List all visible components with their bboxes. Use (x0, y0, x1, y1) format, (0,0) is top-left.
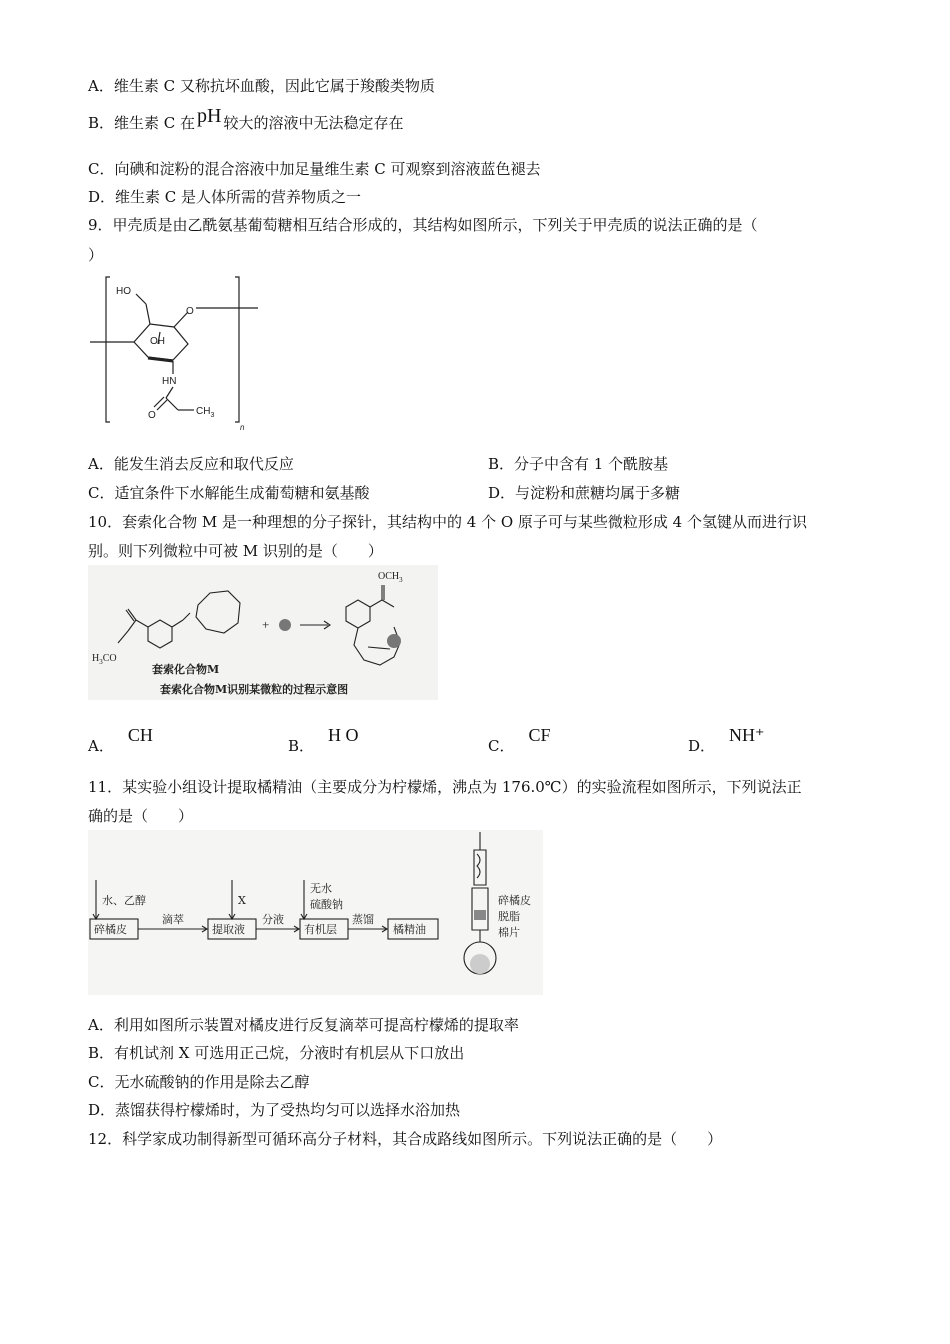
lasso-compound-figure (88, 565, 438, 700)
q9-stem-end: ） (88, 246, 104, 264)
fig-label-m: 套索化合物M (152, 663, 220, 676)
fig-n-label: n (240, 423, 245, 432)
q11-option-b: B．有机试剂 X 可选用正己烷，分液时有机层从下口放出 (88, 1044, 465, 1062)
q10-option-a-formula: CH (127, 725, 153, 745)
extraction-flow-figure (88, 830, 543, 995)
flow-box-4: 橘精油 (393, 923, 426, 936)
q11-option-c: C．无水硫酸钠的作用是除去乙醇 (88, 1073, 310, 1091)
fig-och3-top: $OCH_3$ (378, 571, 403, 584)
q12-stem: 12．科学家成功制得新型可循环高分子材料，其合成路线如图所示。下列说法正确的是（ ） (88, 1130, 723, 1148)
q11-stem-line2: 确的是（ ） (88, 807, 194, 825)
q10-option-b: B．H O (288, 725, 359, 755)
q8-option-a: A．维生素 C 又称抗坏血酸，因此它属于羧酸类物质 (88, 77, 435, 95)
q10-option-c: C．CF (488, 725, 551, 755)
flow-input-1: 水、乙醇 (102, 894, 146, 907)
fig-caption: 套索化合物M识别某微粒的过程示意图 (160, 683, 349, 696)
q8-option-b-pre: B．维生素 C 在 (88, 114, 196, 132)
apparatus-label-3: 棉片 (498, 926, 520, 939)
ph-symbol: pH (197, 105, 222, 127)
q8-option-c: C．向碘和淀粉的混合溶液中加足量维生素 C 可观察到溶液蓝色褪去 (88, 160, 541, 178)
q11-option-d: D．蒸馏获得柠檬烯时，为了受热均匀可以选择水浴加热 (88, 1101, 461, 1119)
fig-ch3-label: $CH_3$ (196, 406, 215, 419)
q11-option-a: A．利用如图所示装置对橘皮进行反复滴萃可提高柠檬烯的提取率 (88, 1016, 519, 1034)
q9-option-b: B．分子中含有 1 个酰胺基 (488, 455, 669, 473)
flow-arrow-3: 蒸馏 (352, 913, 374, 926)
flow-input-3b: 硫酸钠 (310, 898, 343, 911)
q9-option-a: A．能发生消去反应和取代反应 (88, 455, 294, 473)
apparatus-label-2: 脱脂 (498, 910, 520, 923)
flow-box-2: 提取液 (212, 923, 245, 936)
q10-option-d: D．NH⁺ (688, 725, 765, 755)
flow-input-2: X (238, 894, 246, 907)
q10-option-a: A．CH (88, 725, 153, 755)
flow-box-3: 有机层 (304, 923, 337, 936)
apparatus-label-1: 碎橘皮 (498, 894, 531, 907)
fig-ho-label: HO (116, 286, 131, 297)
fig-carbonyl-o-label: O (148, 410, 156, 421)
q10-option-d-formula: NH⁺ (729, 725, 765, 745)
q9-option-d: D．与淀粉和蔗糖均属于多糖 (488, 484, 681, 502)
q8-option-d: D．维生素 C 是人体所需的营养物质之一 (88, 188, 362, 206)
fig-oh-label: OH (150, 336, 165, 347)
flow-arrow-2: 分液 (262, 913, 284, 926)
q8-option-b-post: 较大的溶液中无法稳定存在 (223, 114, 404, 132)
chitin-structure-figure (88, 272, 263, 432)
flow-box-1: 碎橘皮 (94, 923, 127, 936)
fig-hn-label: HN (162, 376, 177, 387)
q9-stem: 9．甲壳质是由乙酰氨基葡萄糖相互结合形成的，其结构如图所示，下列关于甲壳质的说法正确的是（ (88, 216, 758, 234)
fig-h3co-label: $H_3CO$ (92, 653, 117, 666)
q10-stem-line1: 10．套索化合物 M 是一种理想的分子探针，其结构中的 4 个 O 原子可与某些微粒形成 4 个氢键从而进行识 (88, 513, 807, 531)
flow-arrow-1: 滴萃 (162, 913, 184, 926)
q11-stem-line1: 11．某实验小组设计提取橘精油（主要成分为柠檬烯，沸点为 176.0℃）的实验流程如图所示，下列说法正 (88, 778, 802, 796)
q10-stem-line2: 别。则下列微粒中可被 M 识别的是（ ） (88, 542, 383, 560)
q8-option-b (88, 105, 404, 133)
flow-input-3a: 无水 (310, 882, 332, 895)
q10-option-c-formula: CF (528, 725, 551, 745)
q9-option-c: C．适宜条件下水解能生成葡萄糖和氨基酸 (88, 484, 370, 502)
fig-ring-o-label: O (186, 306, 194, 317)
fig-plus-sign: + (262, 617, 270, 632)
q10-option-b-formula: H O (328, 725, 359, 745)
